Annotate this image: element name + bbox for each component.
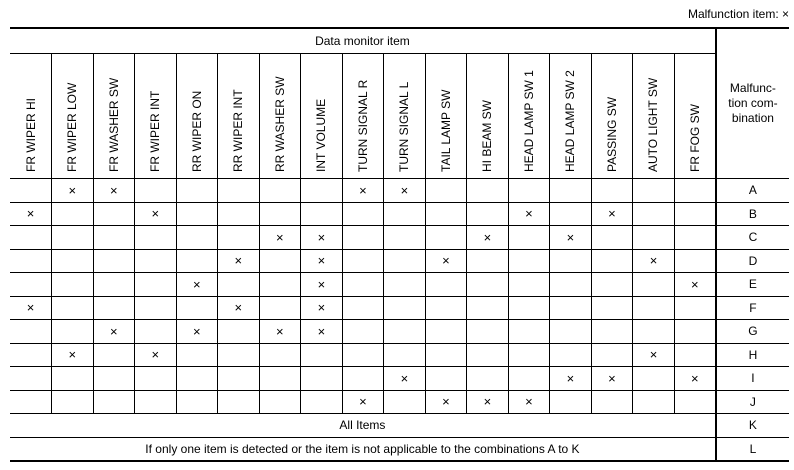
empty-cell [259,202,301,226]
empty-cell [10,343,52,367]
empty-cell [633,273,675,297]
column-header-label: FR WIPER INT [148,90,163,172]
empty-cell [93,249,135,273]
empty-cell [384,320,426,344]
malfunction-mark: × [525,206,533,222]
column-header [508,54,550,179]
empty-cell [218,343,260,367]
empty-cell [10,320,52,344]
empty-cell [425,296,467,320]
empty-cell [550,179,592,203]
malfunction-mark: × [483,229,492,245]
empty-cell [425,202,467,226]
table-row [10,390,789,414]
empty-cell [425,320,467,344]
malfunction-mark-cell [10,296,52,320]
empty-cell [633,390,675,414]
combination-label: J [716,390,789,414]
combination-label: B [716,202,789,226]
column-header [591,54,633,179]
empty-cell [467,202,509,226]
empty-cell [591,226,633,250]
malfunction-mark-cell [633,249,675,273]
malfunction-mark-cell [52,343,94,367]
malfunction-mark-cell [384,367,426,391]
empty-cell [135,367,177,391]
malfunction-mark-cell [550,367,592,391]
column-header [10,54,52,179]
empty-cell [218,273,260,297]
malfunction-mark-cell [259,226,301,250]
malfunction-mark-cell [508,390,550,414]
empty-cell [384,390,426,414]
column-header-label: HEAD LAMP SW 2 [563,70,578,172]
column-header [633,54,675,179]
malfunction-mark-cell [384,179,426,203]
empty-cell [259,273,301,297]
empty-cell [10,273,52,297]
malfunction-mark-cell [301,296,343,320]
column-header-label: AUTO LIGHT SW [646,77,661,172]
empty-cell [674,226,716,250]
empty-cell [135,226,177,250]
empty-cell [591,296,633,320]
malfunction-mark-cell [550,226,592,250]
combination-label: F [716,296,789,320]
empty-cell [467,179,509,203]
column-header-label: RR WIPER ON [189,90,204,172]
empty-cell [674,390,716,414]
malfunction-mark: × [68,347,77,363]
malfunction-mark-cell [218,296,260,320]
empty-cell [674,179,716,203]
combination-label: H [716,343,789,367]
empty-cell [633,367,675,391]
malfunction-mark: × [193,323,201,339]
empty-cell [342,249,384,273]
empty-cell [259,249,301,273]
malfunction-mark: × [193,276,201,292]
empty-cell [384,226,426,250]
empty-cell [674,320,716,344]
column-header-label: HEAD LAMP SW 1 [521,70,536,172]
empty-cell [674,296,716,320]
empty-cell [508,296,550,320]
empty-cell [52,390,94,414]
span-row-text: All Items [10,414,716,438]
empty-cell [176,390,218,414]
combination-label: I [716,367,789,391]
combination-label: D [716,249,789,273]
empty-cell [384,273,426,297]
malfunction-mark: × [26,206,35,222]
malfunction-mark-cell [467,390,509,414]
malfunction-mark-cell [259,320,301,344]
column-header-label: PASSING SW [604,96,619,172]
malfunction-mark: × [525,394,533,410]
empty-cell [550,296,592,320]
empty-cell [508,249,550,273]
malfunction-mark: × [109,323,118,339]
empty-cell [467,296,509,320]
empty-cell [425,367,467,391]
empty-cell [301,202,343,226]
malfunction-mark: × [483,394,492,410]
malfunction-mark-cell [508,202,550,226]
empty-cell [508,273,550,297]
column-header [550,54,592,179]
malfunction-mark-cell [176,273,218,297]
empty-cell [550,320,592,344]
table-row [10,296,789,320]
column-header [218,54,260,179]
empty-cell [135,320,177,344]
empty-cell [52,202,94,226]
empty-cell [591,249,633,273]
malfunction-mark: × [276,229,284,245]
empty-cell [467,249,509,273]
malfunction-mark: × [608,370,616,386]
empty-cell [508,367,550,391]
column-header-label: TAIL LAMP SW [438,89,453,172]
combination-label: A [716,179,789,203]
column-header-label: INT VOLUME [314,98,329,172]
column-header-label: FR FOG SW [687,104,702,172]
empty-cell [384,343,426,367]
empty-cell [508,226,550,250]
malfunction-mark: × [400,370,409,386]
empty-cell [591,179,633,203]
malfunction-mark-cell [218,249,260,273]
empty-cell [93,296,135,320]
malfunction-mark: × [151,347,160,363]
malfunction-mark: × [442,253,450,269]
malfunction-mark-cell [591,367,633,391]
empty-cell [384,249,426,273]
malfunction-mark-cell [301,226,343,250]
data-monitor-item-header: Data monitor item [10,28,716,54]
malfunction-combination-header: Malfunc- tion com- bination [716,28,789,179]
empty-cell [467,343,509,367]
empty-cell [218,202,260,226]
empty-cell [93,273,135,297]
empty-cell [550,249,592,273]
malfunction-mark-cell [176,320,218,344]
malfunction-mark: × [649,347,658,363]
column-header [467,54,509,179]
empty-cell [425,226,467,250]
empty-cell [550,343,592,367]
table-row [10,273,789,297]
empty-cell [342,296,384,320]
column-header [93,54,135,179]
empty-cell [10,226,52,250]
malfunction-combination-table [10,27,789,462]
empty-cell [259,296,301,320]
empty-cell [10,249,52,273]
empty-cell [10,367,52,391]
combination-label: E [716,273,789,297]
column-header-label: RR WASHER SW [272,76,287,172]
empty-cell [342,367,384,391]
malfunction-mark-cell [591,202,633,226]
empty-cell [176,249,218,273]
table-row [10,202,789,226]
empty-cell [93,202,135,226]
empty-cell [135,296,177,320]
column-header [52,54,94,179]
empty-cell [93,226,135,250]
column-header-label: FR WIPER LOW [65,82,80,172]
empty-cell [633,226,675,250]
empty-cell [52,226,94,250]
empty-cell [633,202,675,226]
empty-cell [342,226,384,250]
table-row [10,343,789,367]
empty-cell [218,179,260,203]
empty-cell [591,390,633,414]
empty-cell [135,273,177,297]
empty-cell [301,343,343,367]
empty-cell [425,273,467,297]
malfunction-mark: × [608,206,616,222]
column-header [259,54,301,179]
empty-cell [508,179,550,203]
empty-cell [301,390,343,414]
malfunction-legend: Malfunction item: × [687,7,789,21]
column-header [384,54,426,179]
empty-cell [135,390,177,414]
empty-cell [176,367,218,391]
malfunction-mark: × [68,182,77,198]
malfunction-mark: × [317,253,326,269]
empty-cell [176,296,218,320]
empty-cell [633,296,675,320]
empty-cell [218,226,260,250]
column-header-label: TURN SIGNAL L [397,81,412,172]
table-row [10,320,789,344]
empty-cell [425,343,467,367]
column-header [342,54,384,179]
empty-cell [508,320,550,344]
malfunction-mark-cell [674,273,716,297]
malfunction-mark-cell [93,179,135,203]
empty-cell [218,390,260,414]
malfunction-mark-cell [425,249,467,273]
malfunction-mark-cell [135,202,177,226]
malfunction-mark: × [317,300,326,316]
empty-cell [633,179,675,203]
empty-cell [259,179,301,203]
empty-cell [591,320,633,344]
empty-cell [633,320,675,344]
malfunction-mark-cell [93,320,135,344]
empty-cell [384,202,426,226]
empty-cell [52,273,94,297]
malfunction-mark: × [566,229,575,245]
empty-cell [467,273,509,297]
malfunction-mark: × [317,229,326,245]
empty-cell [342,343,384,367]
empty-cell [176,179,218,203]
empty-cell [52,296,94,320]
column-header [425,54,467,179]
empty-cell [176,202,218,226]
malfunction-mark: × [26,300,35,316]
malfunction-mark: × [691,276,699,292]
empty-cell [550,273,592,297]
malfunction-mark-cell [135,343,177,367]
malfunction-mark-cell [52,179,94,203]
empty-cell [259,343,301,367]
malfunction-mark-cell [342,179,384,203]
column-header [176,54,218,179]
malfunction-mark: × [359,182,367,198]
malfunction-mark: × [234,300,243,316]
malfunction-mark: × [359,394,367,410]
table-row [10,414,789,438]
empty-cell [550,202,592,226]
column-header [301,54,343,179]
empty-cell [10,390,52,414]
combination-label: C [716,226,789,250]
table-row [10,367,789,391]
span-row-text: If only one item is detected or the item is not applicable to the combinations A to K [10,437,716,461]
column-header-label: FR WIPER HI [23,98,38,172]
empty-cell [301,367,343,391]
malfunction-mark: × [317,276,326,292]
column-header-label: TURN SIGNAL R [355,79,370,172]
empty-cell [384,296,426,320]
table-row [10,179,789,203]
table-row [10,249,789,273]
column-header-label: HI BEAM SW [480,99,495,172]
empty-cell [52,367,94,391]
empty-cell [674,249,716,273]
empty-cell [342,273,384,297]
malfunction-mark-cell [10,202,52,226]
combination-label: L [716,437,789,461]
malfunction-mark-cell [633,343,675,367]
empty-cell [591,343,633,367]
malfunction-mark: × [151,206,160,222]
malfunction-mark-cell [301,273,343,297]
malfunction-mark: × [234,253,243,269]
empty-cell [93,343,135,367]
malfunction-mark: × [400,182,409,198]
empty-cell [301,179,343,203]
malfunction-mark-cell [467,226,509,250]
malfunction-mark: × [317,323,326,339]
malfunction-mark: × [442,394,450,410]
malfunction-mark-cell [425,390,467,414]
column-header [135,54,177,179]
column-header-label: RR WIPER INT [231,89,246,172]
empty-cell [674,202,716,226]
table-row [10,226,789,250]
column-header [674,54,716,179]
empty-cell [93,390,135,414]
combination-label: K [716,414,789,438]
empty-cell [550,390,592,414]
empty-cell [176,343,218,367]
empty-cell [218,320,260,344]
empty-cell [508,343,550,367]
malfunction-mark: × [566,370,575,386]
combination-label: G [716,320,789,344]
table-row [10,437,789,461]
empty-cell [342,202,384,226]
empty-cell [342,320,384,344]
malfunction-mark: × [276,323,284,339]
empty-cell [674,343,716,367]
empty-cell [93,367,135,391]
malfunction-mark-cell [301,320,343,344]
column-header-label: FR WASHER SW [106,77,121,172]
empty-cell [259,367,301,391]
empty-cell [591,273,633,297]
empty-cell [135,249,177,273]
empty-cell [467,367,509,391]
empty-cell [218,367,260,391]
malfunction-mark: × [109,182,118,198]
empty-cell [425,179,467,203]
empty-cell [52,320,94,344]
empty-cell [467,320,509,344]
malfunction-mark-cell [301,249,343,273]
empty-cell [52,249,94,273]
malfunction-mark-cell [342,390,384,414]
malfunction-mark: × [649,253,658,269]
malfunction-mark-cell [674,367,716,391]
empty-cell [176,226,218,250]
empty-cell [135,179,177,203]
malfunction-mark: × [691,370,699,386]
empty-cell [259,390,301,414]
empty-cell [10,179,52,203]
